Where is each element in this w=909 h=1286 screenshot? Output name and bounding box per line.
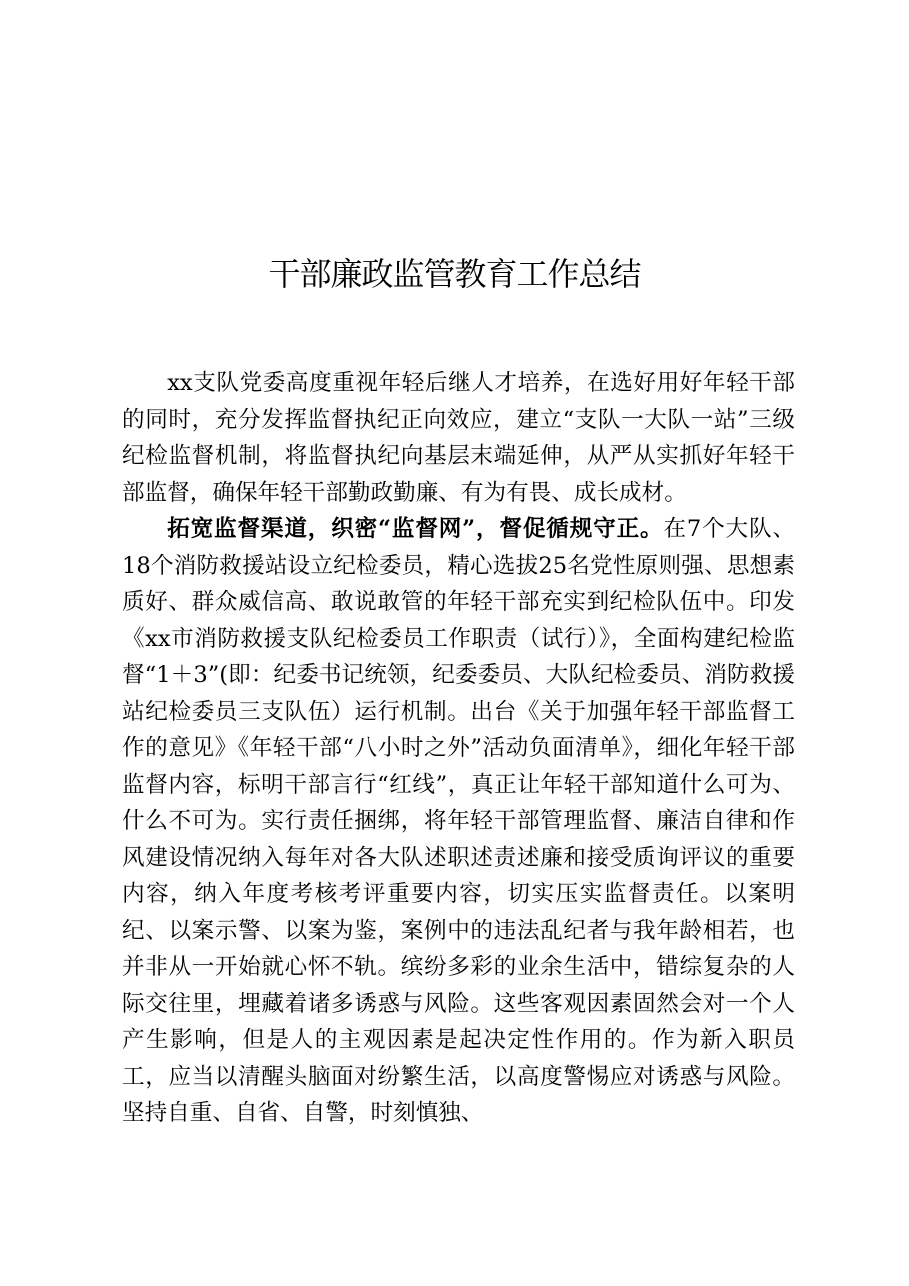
paragraph-lead-heading: 拓宽监督渠道，织密“监督网”，督促循规守正。 [167,516,664,542]
paragraph-text: xx支队党委高度重视年轻后继人才培养，在选好用好年轻干部的同时，充分发挥监督执纪正向效应，建立“支队一大队一站”三级纪检监督机制，将监督执纪向基层末端延伸，从严从实抓好年轻干部监督，确保年轻干部勤政勤廉、有为有畏、成长成材。 [122,370,795,506]
paragraph-intro [122,365,795,511]
paragraph-text: 在7个大队、18个消防救援站设立纪检委员，精心选拔25名党性原则强、思想素质好、群众威信高、敢说敢管的年轻干部充实到纪检队伍中。印发《xx市消防救援支队纪检委员工作职责（试行）》，全面构建纪检监督“1＋3”(即：纪委书记统领，纪委委员、大队纪检委员、消防救援站纪检委员三支队伍）运行机制。出台《关于加强年轻干部监督工作的意见》《年轻干部“八小时之外”活动负面清单》，细化年轻干部监督内容，标明干部言行“红线”，真正让年轻干部知道什么可为、什么不可为。实行责任捆绑，将年轻干部管理监督、廉洁自律和作风建设情况纳入每年对各大队述职述责述廉和接受质询评议的重要内容，纳入年度考核考评重要内容，切实压实监督责任。以案明纪、以案示警、以案为鉴，案例中的违法乱纪者与我年龄相若，也并非从一开始就心怀不轨。缤纷多彩的业余生活中，错综复杂的人际交往里，埋藏着诸多诱惑与风险。这些客观因素固然会对一个人产生影响，但是人的主观因素是起决定性作用的。作为新入职员工，应当以清醒头脑面对纷繁生活，以高度警惕应对诱惑与风险。坚持自重、自省、自警，时刻慎独、 [122,516,795,1126]
document-body [122,365,795,1132]
paragraph-supervision-channels [122,511,795,1132]
document-title: 干部廉政监管教育工作总结 [268,255,641,293]
